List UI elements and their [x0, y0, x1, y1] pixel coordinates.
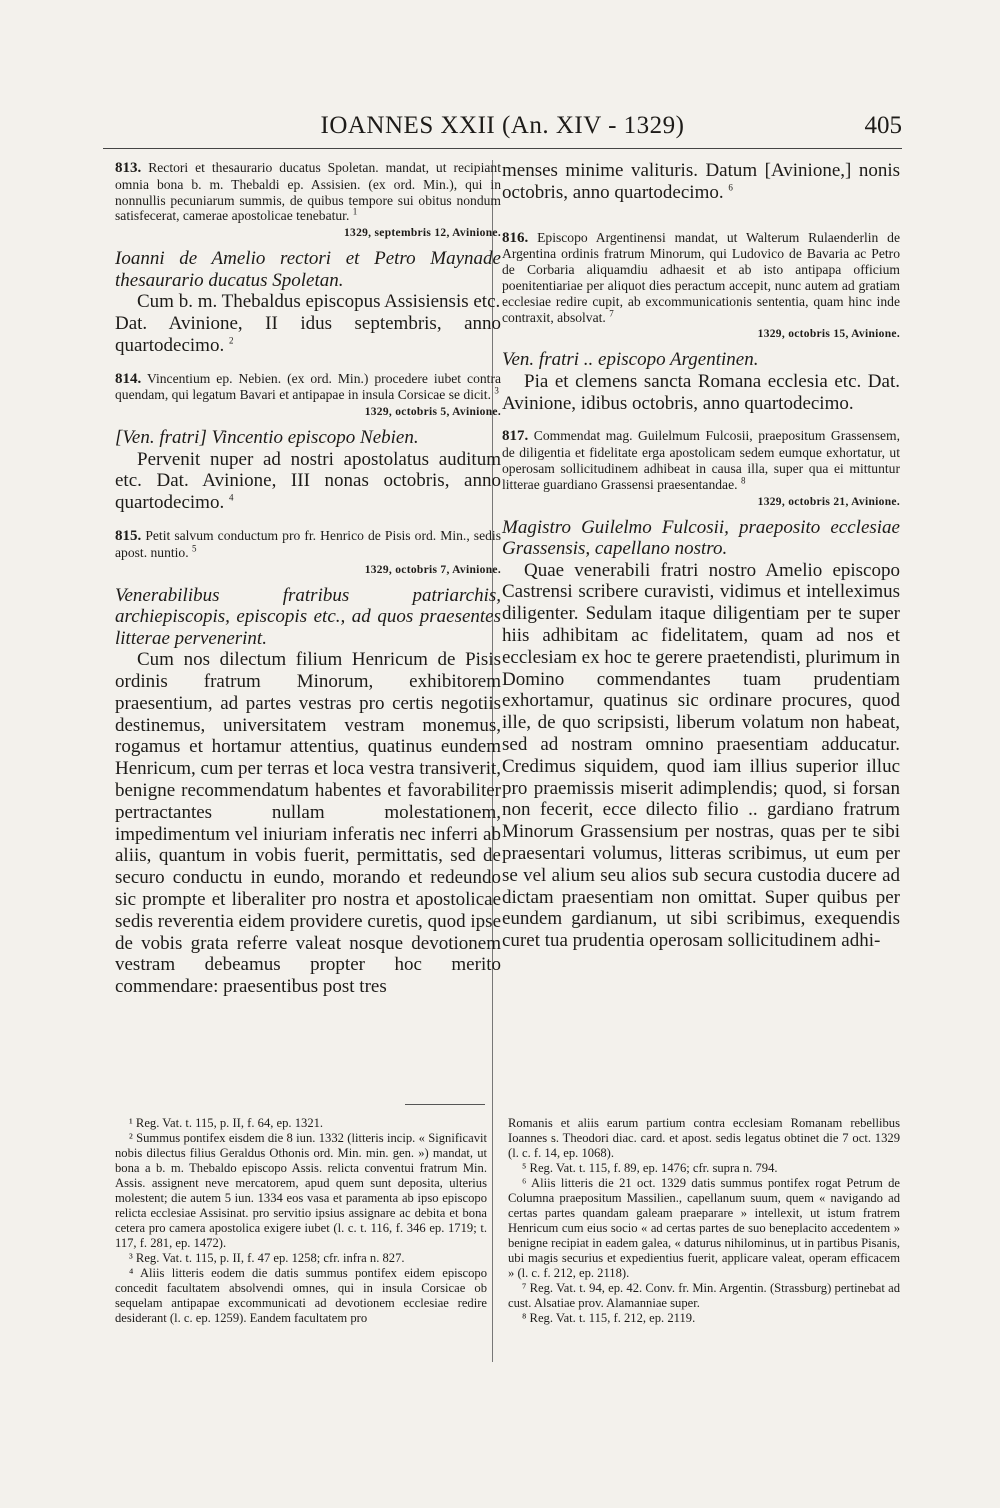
entry-815-continuation: [502, 160, 900, 204]
body-paragraph: Cum nos dilectum filium Henricum de Pisis ordinis fratrum Minorum, exhibitorem praesentium, ad partes vestras pro certis negotiis destinemus, universitatem vestram monemus, rogamus et hortamur attentius, quatinus eundem Henricum, cum per terras et loca vestra transiverit, benigne recommendatum habentes et favorabiliter pertractantes nullam molestationem, impedimentum vel iniuriam inferatis nec inferri ab aliis, quantum in vobis fuerit, permittatis, sed de securo conductu in eundo, morando et redeundo sic prompte et liberaliter pro nostra et apostolicae sedis reverentia eidem providere curetis, quod ipse de vobis grata referre valeat nosque devotionem vestram debeamus propter hoc merito commendare: praesentibus post tres: [115, 649, 501, 998]
body-line: [115, 313, 501, 357]
footnote-ref: 4: [228, 492, 234, 503]
entry-817-body: [502, 560, 900, 952]
footnote-ref: 7: [609, 308, 614, 319]
footnote: ¹ Reg. Vat. t. 115, p. II, f. 64, ep. 1321.: [129, 1116, 324, 1130]
summary-text: Commendat mag. Guilelmum Fulcosii, praepositum Grassensem, de diligentia et fidelitate erga apostolicam sedem eumque exhortatur, ut operosam sollicitudinem adhibeat in causa illa, super qua ei mittuntur litterae guardiano Grassensi praesentandae.: [502, 428, 900, 492]
footnote: ⁸ Reg. Vat. t. 115, f. 212, ep. 2119.: [522, 1311, 696, 1325]
footnote-ref: 2: [228, 335, 234, 346]
footnote: ² Summus pontifex eisdem die 8 iun. 1332 (litteris incip. « Significavit nobis dilectus filius Geraldus Othonis ord. Min. min. gen. ») mandat, ut bona a b. m. Thebaldo episcopo Assis. relicta conventui fratrum Min. Assis. assignent neve mercatorem, apud quem sunt deposita, ulterius molestent; die autem 5 iun. 1334 eos vasa et paramenta ab ipso episcopo relicta ecclesiae Assisinat. pro servitio ipsius assignare ac debita et bona cetera pro camera apostolica exigere iubet (l. c. t. 116, f. 346 ep. 1719; t. 117, f. 281, ep. 1472).: [115, 1131, 487, 1250]
footnote: Romanis et aliis earum partium contra ecclesiam Romanam rebellibus Ioannes s. Theodori diac. card. et apost. sedis legatus obtinet die 7 oct. 1329 (l. c. f. 14, ep. 1068).: [508, 1116, 900, 1160]
entry-number: 813.: [115, 160, 142, 176]
footnote-ref: 5: [192, 543, 197, 554]
entry-817-summary: [502, 428, 900, 492]
page-number: 405: [864, 112, 902, 139]
summary-text: Rectori et thesaurario ducatus Spoletan. mandat, ut recipiant omnia bona b. m. Thebaldi ep. Assisien. (ex ord. Min.), qui in nonnullis pecuniarum summis, de quibus tempore sui obitus nondum satisfecerat, camerae apostolicae tenebatur.: [115, 160, 501, 224]
entry-number: 815.: [115, 528, 142, 545]
summary-text: Vincentium ep. Nebien. (ex ord. Min.) procedere iubet contra quendam, qui legatum Bavari et antipapae in insula Corsicae se dicit.: [115, 370, 502, 403]
entry-816-address: Ven. fratri .. episcopo Argentinen.: [502, 349, 759, 371]
entry-813-body: [115, 291, 501, 356]
body-text: menses minime valituris. Datum [Avinione,] nonis octobris, anno quartodecimo.: [502, 160, 900, 203]
body-paragraph: Quae venerabili fratri nostro Amelio episcopo Castrensi scribere curavisti, vidimus et intelleximus diligenter. Sedulam itaque diligentiam per te super hiis adhibitam ac fidelitatem, quam ad nos et ecclesiam ex hoc te gerere praetendisti, plurimum in Domino commendantes tuam prudentiam exhortamur, quatinus sic ordinare procures, quod ille, de quo scripsisti, liberum volatum non habeat, sed ad nostram omnino praesentiam adducatur. Credimus siquidem, quod iam illius superior illuc pro praemissis miserit adimplendis; quod, si forsan non fecerit, ecce dilecto filio .. gardiano fratrum Minorum Grassensium per nostras, quas per te sibi praesentari volumus, litteras scribimus, ut eum per se vel alium seu alios sub secura custodia ducere ad dictam praesentiam non omittat. Super quibus per eundem gardianum, ut sibi scribimus, exequendis curet tua prudentia operosam sollicitudinem adhi-: [502, 559, 900, 952]
footnotes-right: [508, 1116, 900, 1326]
body-line: [115, 449, 501, 514]
footnote-ref: 1: [352, 206, 358, 217]
footnote: ⁵ Reg. Vat. t. 115, f. 89, ep. 1476; cfr. supra n. 794.: [522, 1161, 778, 1175]
body-line: [502, 160, 900, 204]
entry-817: [502, 428, 900, 952]
entry-814-date: 1329, octobris 5, Avinione.: [364, 406, 501, 419]
entry-813-date: 1329, septembris 12, Avinione.: [343, 227, 501, 240]
entry-813-address: Ioanni de Amelio rectori et Petro Maynade thesaurario ducatus Spoletan.: [115, 248, 501, 291]
entry-814-body: [115, 449, 501, 514]
header-rule: [103, 148, 902, 149]
entry-814-summary: [115, 371, 501, 404]
entry-816-date: 1329, octobris 15, Avinione.: [757, 328, 900, 341]
running-title: IOANNES XXII (An. XIV - 1329): [320, 112, 685, 139]
summary-text: Episcopo Argentinensi mandat, ut Walterum Rulaenderlin de Argentina ordinis fratrum Minorum, qui Ludovico de Bavaria ac Petro de Corbaria aliquamdiu adhaesit et ab isto antipapa officium poenitentiariae per aliquot dies peractum accepit, nunc autem ad gratiam ecclesiae redire cupit, ab excommunicationis sententia, quam hinc inde contraxit, absolvat.: [502, 229, 900, 325]
entry-815-date: 1329, octobris 7, Avinione.: [364, 563, 501, 576]
entry-817-date: 1329, octobris 21, Avinione.: [757, 495, 900, 508]
body-text: Dat. Avinione, II idus septembris, anno quartodecimo.: [115, 312, 501, 356]
entry-817-address: Magistro Guilelmo Fulcosii, praeposito ecclesiae Grassensis, capellano nostro.: [502, 516, 900, 560]
footnotes-left: [115, 1116, 487, 1326]
footnote-ref: 3: [494, 385, 499, 396]
entry-815-body: [115, 649, 501, 998]
body-line: Cum b. m. Thebaldus episcopus Assisiensis etc.: [137, 291, 501, 313]
entry-number: 814.: [115, 370, 142, 387]
running-head: [103, 112, 902, 146]
left-column: [115, 160, 501, 998]
entry-815-summary: [115, 528, 501, 561]
entry-814-address: [Ven. fratri] Vincentio episcopo Nebien.: [115, 427, 419, 449]
entry-816-summary: [502, 230, 900, 326]
entry-813: [115, 160, 501, 357]
entry-816-body: [502, 371, 900, 415]
summary-text: Petit salvum conductum pro fr. Henrico de Pisis ord. Min., sedis apost. nuntio.: [115, 528, 501, 560]
footnote: ³ Reg. Vat. t. 115, p. II, f. 47 ep. 1258; cfr. infra n. 827.: [129, 1251, 405, 1265]
body-text: Pervenit nuper ad nostri apostolatus auditum etc. Dat. Avinione, III nonas octobris, anno quartodecimo.: [115, 448, 501, 514]
entry-815-address: Venerabilibus fratribus patriarchis, archiepiscopis, episcopis etc., ad quos praesentes litterae pervenerint.: [115, 584, 501, 649]
entry-813-summary: [115, 160, 501, 224]
footnote-rule: [405, 1104, 485, 1105]
entry-816: [502, 230, 900, 415]
entry-815: [115, 528, 501, 998]
footnote: ⁴ Aliis litteris eodem die datis summus pontifex eidem episcopo concedit facultatem absolvendi omnes, qui in insula Corsicae ob sequelam antipapae excommunicati ad devotionem ecclesiae redire desiderant (l. c. ep. 1259). Eandem facultatem pro: [115, 1266, 487, 1325]
entry-number: 817.: [502, 428, 529, 445]
entry-number: 816.: [502, 229, 529, 246]
footnote-ref: 8: [740, 475, 746, 486]
footnote: ⁷ Reg. Vat. t. 94, ep. 42. Conv. fr. Min. Argentin. (Strassburg) pertinebat ad cust. Alsatiae prov. Alamanniae super.: [508, 1281, 900, 1310]
footnote: ⁶ Aliis litteris die 21 oct. 1329 datis summus pontifex rogat Petrum de Columna praepositum Massilien., capellanum suum, quem « navigando ad certas partes quandam galeam praeparare » intellexit, ut istum fratrem Henricum cum eius socio « ad certas partes de suo beneplacito accedentem » benigne recipiat in eadem galea, « daturus nihilominus, ut in partibus Pisanis, ubi magis securius et expedientius fuerit, applicare valeat, operam efficacem » (l. c. f. 212, ep. 2118).: [508, 1176, 900, 1280]
footnote-ref: 6: [728, 182, 733, 193]
body-paragraph: Pia et clemens sancta Romana ecclesia etc. Dat. Avinione, idibus octobris, anno quartodecimo.: [502, 370, 900, 414]
right-column: [502, 160, 900, 952]
entry-814: [115, 371, 501, 514]
